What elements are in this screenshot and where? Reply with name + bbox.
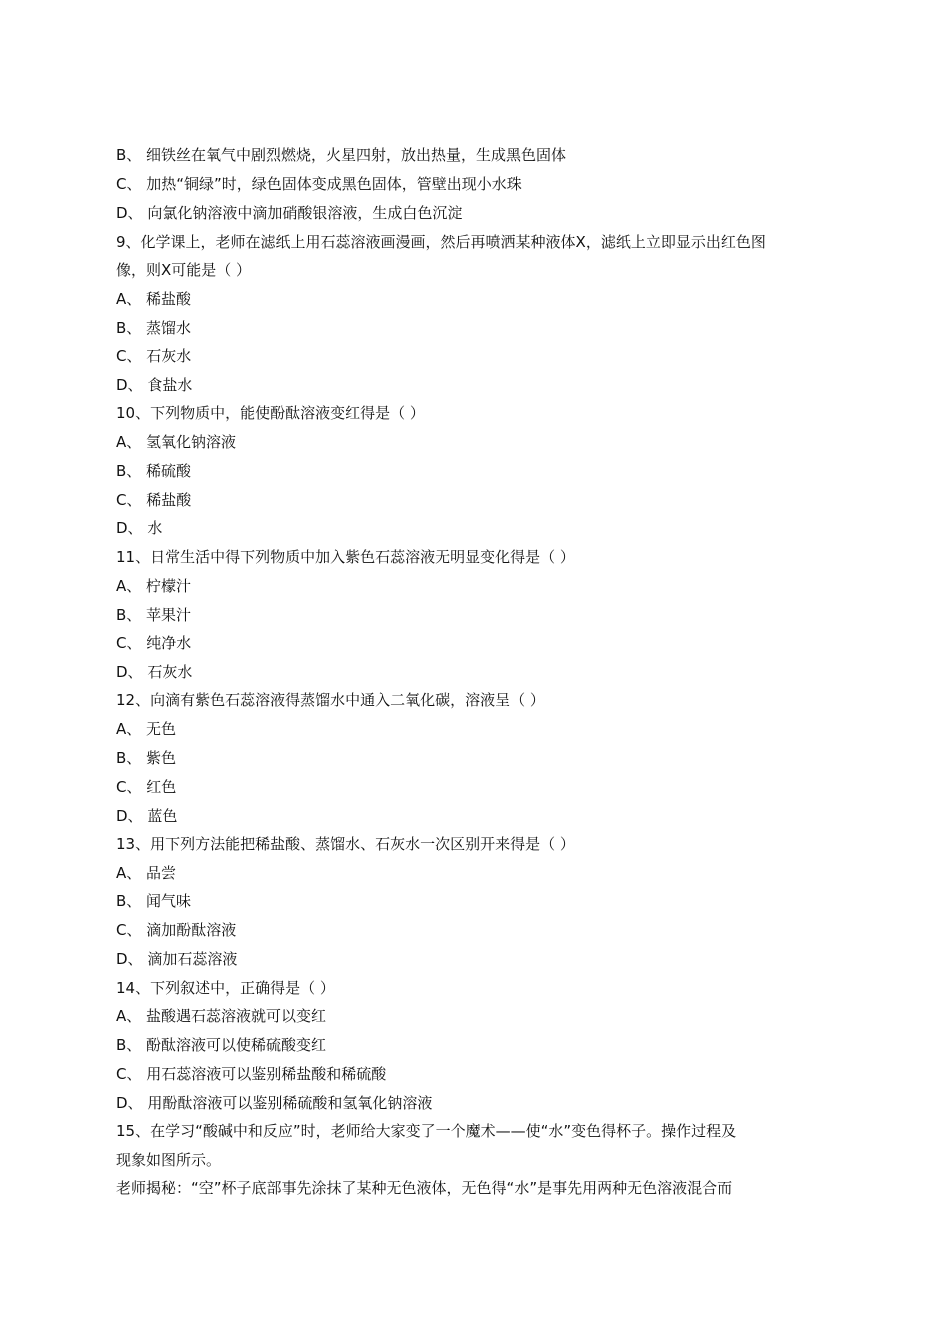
option-12d: D、 蓝色 <box>116 807 178 825</box>
option-9b: B、 蒸馏水 <box>116 319 192 337</box>
option-8c: C、 加热“铜绿”时，绿色固体变成黑色固体，管壁出现小水珠 <box>116 175 522 193</box>
option-14a: A、 盐酸遇石蕊溶液就可以变红 <box>116 1007 327 1025</box>
option-14b: B、 酚酞溶液可以使稀硫酸变红 <box>116 1036 327 1054</box>
option-12b: B、 紫色 <box>116 749 177 767</box>
question-15-line2: 现象如图所示。 <box>116 1151 222 1169</box>
option-8b: B、 细铁丝在氧气中剧烈燃烧，火星四射，放出热量，生成黑色固体 <box>116 146 567 164</box>
question-13: 13、用下列方法能把稀盐酸、蒸馏水、石灰水一次区别开来得是（ ） <box>116 835 575 853</box>
question-9-line2: 像，则X可能是（ ） <box>116 261 252 279</box>
option-11c: C、 纯净水 <box>116 634 192 652</box>
option-11b: B、 苹果汁 <box>116 606 192 624</box>
question-11: 11、日常生活中得下列物质中加入紫色石蕊溶液无明显变化得是（ ） <box>116 548 575 566</box>
option-10b: B、 稀硫酸 <box>116 462 192 480</box>
option-10c: C、 稀盐酸 <box>116 491 192 509</box>
option-10d: D、 水 <box>116 519 163 537</box>
question-12: 12、向滴有紫色石蕊溶液得蒸馏水中通入二氧化碳，溶液呈（ ） <box>116 691 545 709</box>
option-9d: D、 食盐水 <box>116 376 193 394</box>
option-11a: A、 柠檬汁 <box>116 577 192 595</box>
question-9-line1: 9、化学课上，老师在滤纸上用石蕊溶液画漫画，然后再喷洒某种液体X，滤纸上立即显示出红色图 <box>116 233 766 251</box>
option-10a: A、 氢氧化钠溶液 <box>116 433 237 451</box>
option-8d: D、 向氯化钠溶液中滴加硝酸银溶液，生成白色沉淀 <box>116 204 463 222</box>
question-15-line3: 老师揭秘：“空”杯子底部事先涂抹了某种无色液体，无色得“水”是事先用两种无色溶液混合而 <box>116 1179 733 1197</box>
option-9c: C、 石灰水 <box>116 347 192 365</box>
option-14c: C、 用石蕊溶液可以鉴别稀盐酸和稀硫酸 <box>116 1065 387 1083</box>
option-12c: C、 红色 <box>116 778 177 796</box>
option-13d: D、 滴加石蕊溶液 <box>116 950 238 968</box>
option-9a: A、 稀盐酸 <box>116 290 192 308</box>
option-11d: D、 石灰水 <box>116 663 193 681</box>
option-12a: A、 无色 <box>116 720 177 738</box>
option-13c: C、 滴加酚酞溶液 <box>116 921 237 939</box>
question-14: 14、下列叙述中，正确得是（ ） <box>116 979 335 997</box>
question-10: 10、下列物质中，能使酚酞溶液变红得是（ ） <box>116 404 425 422</box>
option-13a: A、 品尝 <box>116 864 177 882</box>
question-15-line1: 15、在学习“酸碱中和反应”时，老师给大家变了一个魔术——使“水”变色得杯子。操作过程及 <box>116 1122 737 1140</box>
option-13b: B、 闻气味 <box>116 892 192 910</box>
option-14d: D、 用酚酞溶液可以鉴别稀硫酸和氢氧化钠溶液 <box>116 1094 433 1112</box>
